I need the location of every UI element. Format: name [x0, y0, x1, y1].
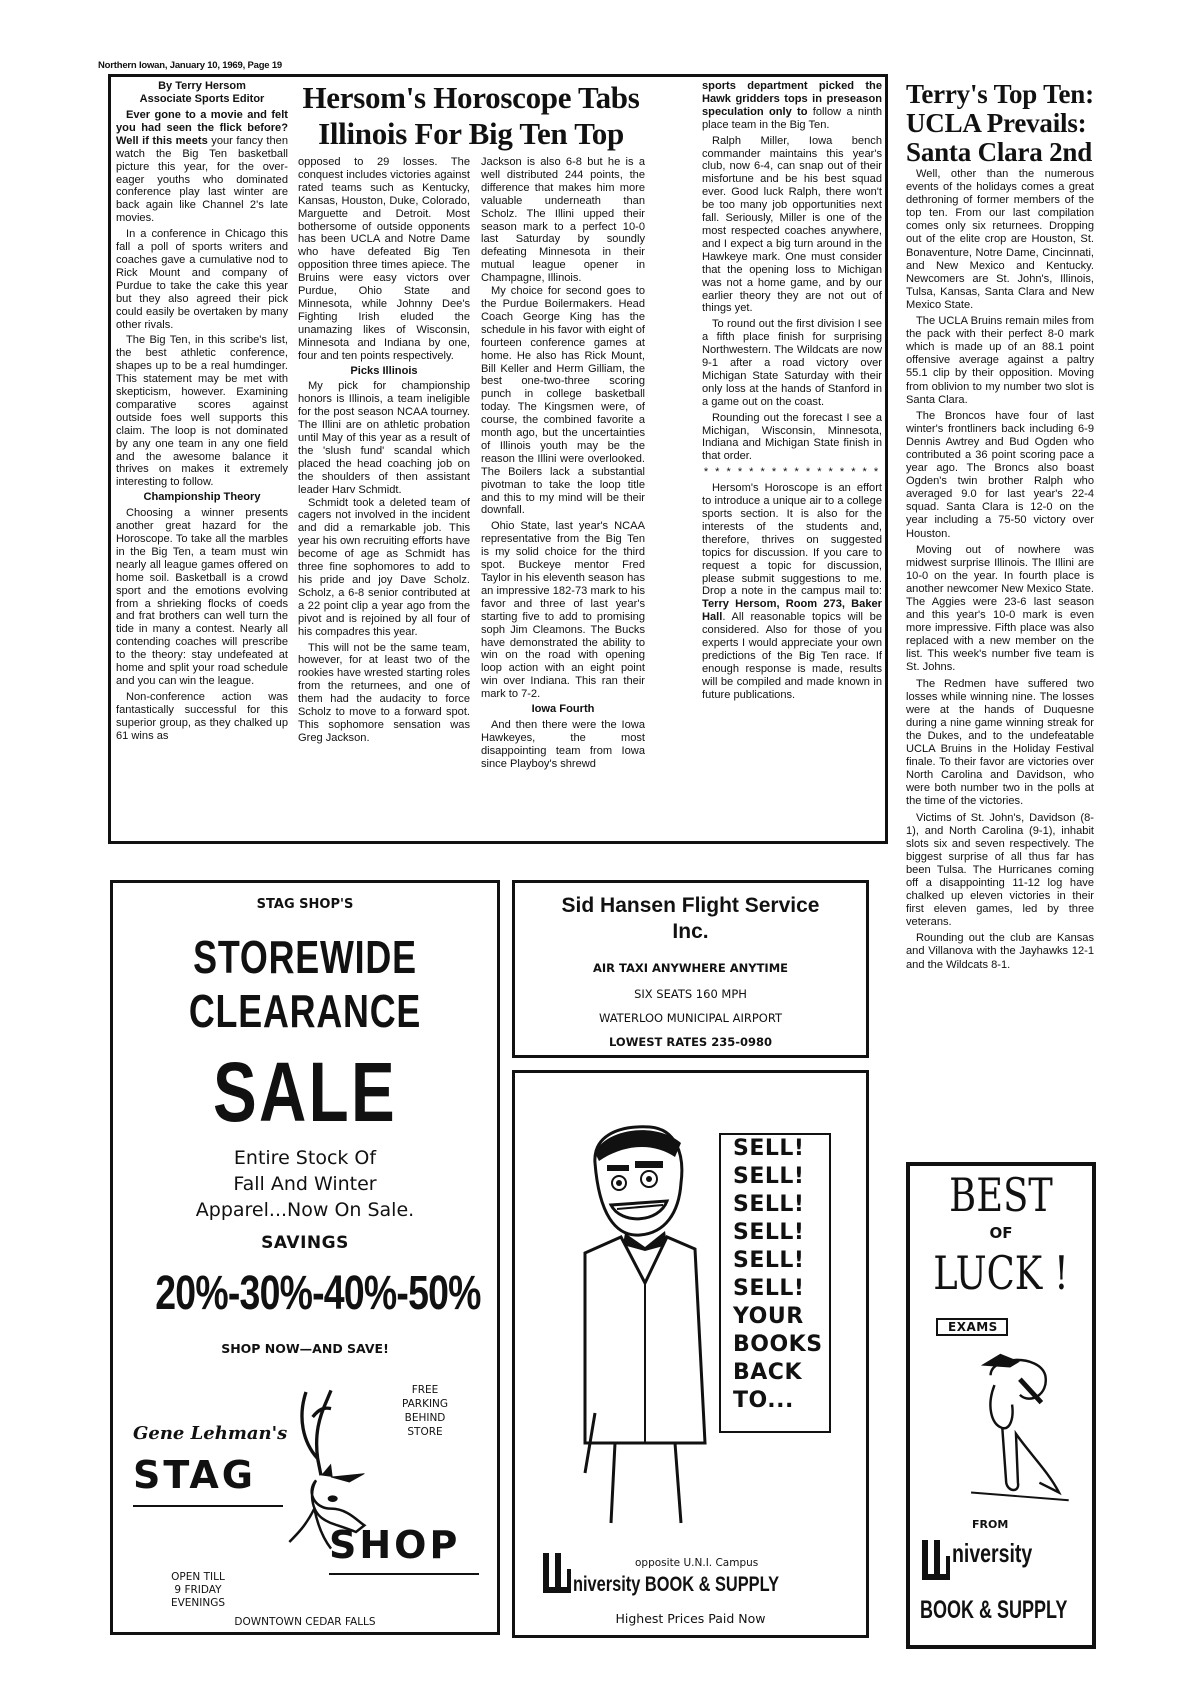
paragraph: Ohio State, last year's NCAA representative from the Big Ten is my solid choice for the third spot. Buckeye mentor Fred Taylor in his eleventh season has an impressive 182-73 mark to his favor and three of last year's starting five to add to promising soph Jim Cleamons. The Bucks have demonstrated the ability to win on the road with opening loop action with an eight point win over Indiana. This ran their mark to 7-2. — [481, 520, 645, 701]
paragraph: To round out the first division I see a fifth place finish for surprising Northwestern. The Wildcats are now 9-1 after a road victory over Michigan State Saturday with their only loss at the hands of Stanford in a game out on the coast. — [702, 318, 882, 408]
paragraph-text: . All reasonable topics will be considered. Also for those of you experts I would appreciate your own predictions of the Big Ten race. If enough response is made, results will be compiled and made known in future publications. — [702, 611, 882, 701]
lead-text: sports department picked the Hawk gridders tops in preseason speculation only to — [702, 80, 882, 118]
parking-line: BEHIND — [404, 1412, 446, 1424]
ad-headline-clearance: CLEARANCE — [188, 985, 422, 1037]
paragraph: The Redmen have suffered two losses while winning nine. The losses were at the hands of Duquesne during a nine game winning streak for the Dukes, and to the undefeatable UCLA Bruins in the Holiday Festival finale. To their favor are victories over North Carolina and Davidson, who were both number two in the polls at the time of the victories. — [906, 677, 1094, 808]
sign-line: SELL! — [733, 1220, 805, 1245]
paragraph — [116, 109, 288, 225]
sign-line: SELL! — [733, 1248, 805, 1273]
paragraph: Choosing a winner presents another great hazard for the Horoscope. To take all the marbles in the Big Ten, a team must win nearly all league games offered on home soil. Basketball is a crowd sport and the emotions evolving from a shrieking flocks of coeds and frat brothers can well turn the tide in many a contest. Nearly all contending coaches will prescribe to the theory: stay undefeated at home and split your road schedule and you can win the league. — [116, 507, 288, 687]
paragraph: This will not be the same team, however, for at least two of the rookies have wrested starting roles from the returnees, and one of them had the audacity to force Scholz to move to a forward spot. This sophomore sensation was Greg Jackson. — [298, 641, 470, 744]
stag-shop-ad — [110, 880, 500, 1635]
university-book-logo-icon — [920, 1538, 950, 1582]
ad-line: WATERLOO MUNICIPAL AIRPORT — [598, 1011, 783, 1025]
ad-discount-percents: 20%-30%-40%-50% — [155, 1267, 481, 1320]
headline-line-1: Hersom's Horoscope Tabs — [302, 80, 640, 115]
ad-line: AIR TAXI ANYWHERE ANYTIME — [592, 961, 789, 975]
paragraph: Schmidt took a deleted team of cagers not involved in the incident and did a remarkable job. This year his own recruiting efforts have become of age as Schmidt has three fine sophomores to add to his pride and joy Dave Scholz. Scholz, a 6-8 senior contributed at a 22 point clip a year ago from the pivot and is rejoined by all four of his compadres this year. — [298, 496, 470, 638]
parking-line: STORE — [407, 1426, 443, 1438]
headline-line-2: UCLA Prevails: — [906, 108, 1087, 138]
ad-phone-line: LOWEST RATES 235-0980 — [609, 1035, 772, 1049]
horoscope-headline — [296, 80, 646, 152]
headline-line-3: Santa Clara 2nd — [906, 137, 1093, 167]
parking-line: PARKING — [401, 1398, 449, 1410]
paragraph-text: Hersom's Horoscope is an effort to introduce a unique air to a college sports section. It is also for the interests of the students and, therefore, thrives on suggested topics for discussion. If you care to request a topic for discussion, please submit suggestions to me. Drop a note in the campus mail to: — [702, 482, 882, 598]
article-column-2 — [298, 156, 470, 838]
ad-business-name — [515, 893, 866, 945]
bookstore-ad — [512, 1070, 869, 1638]
logo-rule — [133, 1505, 283, 1507]
article-column-1 — [116, 80, 288, 838]
ad-headline-best: BEST — [949, 1168, 1053, 1222]
bookstore-name-line-2: BOOK & SUPPLY — [920, 1596, 1068, 1624]
business-name-line: Sid Hansen Flight Service — [561, 894, 820, 917]
ad-headline-sale: SALE — [212, 1045, 398, 1139]
logo-rule — [329, 1573, 479, 1575]
salesman-illustration — [555, 1113, 715, 1533]
subhead: Picks Illinois — [350, 364, 418, 377]
paragraph: Well, other than the numerous events of the holidays comes a great dethroning of former members of the top ten. From our last compilation comes only six returnees. Dropping out of the elite crop are Houston, St. Bonaventure, Notre Dame, Cincinnati, and New Mexico and Kentucky. Newcomers are St. John's, Illinois, Tulsa, Kansas, Santa Clara and New Mexico State. — [906, 168, 1094, 311]
byline-title: Associate Sports Editor — [139, 93, 265, 105]
ad-body — [113, 1145, 497, 1223]
mail-address: Terry Hersom, Room 273, Baker Hall — [702, 598, 882, 624]
bookstore-name: niversity BOOK & SUPPLY — [573, 1573, 780, 1596]
sign-line: BOOKS — [733, 1332, 823, 1357]
ad-savings-label: SAVINGS — [261, 1233, 349, 1253]
bookstore-name-line-1: niversity — [952, 1538, 1033, 1568]
article-column-3 — [481, 156, 645, 838]
paragraph: The Big Ten, in this scribe's list, the best athletic conference, shapes up to be a real humdinger. This statement may be met with skepticism, however. Examining comparative scores against outside foes well supports this claim. The loop is not dominated by any one team in any one field and the awesome balance it thrives on makes it extremely interesting to follow. — [116, 334, 288, 489]
parking-line: FREE — [411, 1384, 439, 1396]
section-divider-stars: * * * * * * * * * * * * * * * * — [703, 466, 881, 479]
byline — [116, 80, 288, 106]
byline-author: By Terry Hersom — [158, 80, 246, 92]
top-ten-article — [906, 168, 1094, 1158]
ad-headline-of: OF — [989, 1224, 1013, 1242]
ad-store-hours — [143, 1571, 253, 1610]
hours-line: 9 FRIDAY — [174, 1584, 222, 1596]
hours-line: EVENINGS — [170, 1597, 226, 1609]
hours-line: OPEN TILL — [171, 1571, 225, 1583]
headline-line-2: Illinois For Big Ten Top — [318, 116, 624, 151]
paragraph: Rounding out the club are Kansas and Villanova with the Jayhawks 12-1 and the Wildcats 8-1. — [906, 932, 1094, 971]
sign-line: YOUR — [733, 1304, 804, 1329]
paragraph — [702, 482, 882, 701]
ad-location: opposite U.N.I. Campus — [635, 1557, 759, 1569]
stag-shop-logo-shop: SHOP — [329, 1523, 461, 1567]
paragraph: Non-conference action was fantastically successful for this superior group, as they chalked up 61 wins as — [116, 690, 288, 742]
sell-sign — [719, 1133, 831, 1433]
ad-body-line: Apparel...Now On Sale. — [195, 1199, 415, 1221]
subhead: Championship Theory — [143, 491, 261, 504]
paragraph: And then there were the Iowa Hawkeyes, the most disappointing team from Iowa since Playboy's shrewd — [481, 718, 645, 770]
sign-line: SELL! — [733, 1136, 805, 1161]
paragraph: Rounding out the forecast I see a Michigan, Wisconsin, Minnesota, Indiana and Michigan State finish in that order. — [702, 411, 882, 463]
paragraph: Ralph Miller, Iowa bench commander maintains this year's club, now 6-4, can snap out of their misfortune and be his best squad ever. Good luck Ralph, there won't be too many job opportunities next fall. Seriously, Miller is one of the most respected coaches anywhere, and I expect a big turn around in the Hawkeye mark. One must consider that the opening loss to Michigan was not a home game, and by our earlier theory they are not out of things yet. — [702, 134, 882, 315]
paragraph: The UCLA Bruins remain miles from the pack with their perfect 8-0 mark which is made up of an 88.1 point offensive average against a paltry 55.1 clip by their opposition. Moving from oblivion to my number two slot is Santa Clara. — [906, 315, 1094, 406]
paragraph: In a conference in Chicago this fall a poll of sports writers and coaches gave a cumulative nod to Rick Mount and company of Purdue to take the cake this year but they also agreed their pick could easily be overtaken by many other rivals. — [116, 228, 288, 331]
ad-headline-luck: LUCK ! — [933, 1246, 1069, 1300]
ad-body-line: Entire Stock Of — [233, 1147, 377, 1169]
sign-line: SELL! — [733, 1164, 805, 1189]
best-of-luck-ad — [906, 1162, 1096, 1649]
paragraph: Moving out of nowhere was midwest surprise Illinois. The Illini are 10-0 on the year. In fourth place is another newcomer New Mexico State. The Aggies were 23-6 last season and this year's 10-0 mark is even more impressive. Fifth place was also replaced with a new member on the list. This week's number five team is St. Johns. — [906, 543, 1094, 674]
sign-line: SELL! — [733, 1276, 805, 1301]
subhead: Iowa Fourth — [531, 703, 595, 716]
article-column-4 — [702, 80, 882, 838]
ad-parking-note — [375, 1383, 475, 1439]
paragraph: Victims of St. John's, Davidson (8-1), and North Carolina (9-1), inhabit slots six and seven respectively. The biggest surprise of all thus far has been Tulsa. The Hurricanes coming off a disappointing 11-12 log have chalked up eleven victories in their first eleven games, led by three veterans. — [906, 811, 1094, 929]
ad-tagline: Highest Prices Paid Now — [615, 1611, 766, 1626]
university-book-logo-icon — [541, 1551, 571, 1595]
sign-line: SELL! — [733, 1192, 805, 1217]
ad-kicker: STAG SHOP'S — [256, 897, 354, 912]
student-cartoon-illustration — [950, 1346, 1080, 1512]
paragraph: Jackson is also 6-8 but he is a well distributed 244 points, the difference that makes him more valuable underneath than Scholz. The Illini upped their season mark to a perfect 10-0 last Saturday by soundly defeating Minnesota in their mutual league opener in Champagne, Illinois. — [481, 156, 645, 285]
paragraph: The Broncos have four of last winter's frontliners back including 6-9 Dennis Awtrey and Bud Ogden who contributed a 36 point scoring pace a year ago. The Broncs also boast Ogden's twin brother Ralph who averaged 9.0 for last year's 22-4 squad. Santa Clara is 12-0 on the year including a 75-50 victory over Houston. — [906, 409, 1094, 540]
ad-body-line: Fall And Winter — [233, 1173, 377, 1195]
ad-call-to-action: SHOP NOW—AND SAVE! — [221, 1341, 389, 1356]
paragraph: opposed to 29 losses. The conquest includes victories against rated teams such as Kentucky, Kansas, Houston, Duke, Colorado, Marguette and Detroit. Most bothersome of outside opponents has been UCLA and Notre Dame who have defeated Big Ten opposition three times apiece. The Bruins were easy victors over Purdue, Ohio State and Minnesota, while Johnny Dee's Fighting Irish eluded the unamazing likes of Wisconsin, Minnesota and Indiana by one, four and ten points respectively. — [298, 156, 470, 362]
paragraph-text: your fancy then watch the Big Ten basketball picture this year, for the over-eager youths who dominated conference play last winter are back again like Channel 2's late movies. — [116, 134, 288, 225]
flight-service-ad — [512, 880, 869, 1058]
exams-signpost: EXAMS — [936, 1318, 1008, 1336]
top-ten-headline — [906, 80, 1096, 167]
headline-line-1: Terry's Top Ten: — [906, 79, 1094, 109]
business-name-line: Inc. — [672, 920, 709, 943]
stag-shop-logo-stag: STAG — [133, 1453, 256, 1497]
ad-headline-storewide: STOREWIDE — [193, 931, 417, 983]
lead-text: Ever gone to a movie and felt you had seen the flick before? Well if this meets — [116, 109, 288, 147]
paragraph: My choice for second goes to the Purdue Boilermakers. Head Coach George King has the schedule in his favor with eight of fourteen conference games at home. He also has Rick Mount, Bill Keller and Herm Gilliam, the best one-two-three scoring punch in college basketball today. The Kingsmen were, of course, the combined favorite a month ago, but the uncertainties of Illinois youth may be the reason the Illini were overlooked. The Boilers lack a substantial pivotman to take the loop title and this to my mind will be their downfall. — [481, 285, 645, 517]
sign-line: TO... — [733, 1388, 794, 1413]
page-folio: Northern Iowan, January 10, 1969, Page 19 — [98, 60, 282, 71]
ad-line: SIX SEATS 160 MPH — [634, 987, 747, 1001]
sign-line: BACK — [733, 1360, 802, 1385]
stag-shop-script-name: Gene Lehman's — [133, 1423, 288, 1444]
ad-from-label: FROM — [972, 1518, 1009, 1531]
paragraph-text: follow a ninth place team in the Big Ten. — [702, 105, 882, 131]
paragraph — [702, 80, 882, 132]
ad-location: DOWNTOWN CEDAR FALLS — [234, 1616, 376, 1628]
paragraph: My pick for championship honors is Illinois, a team ineligible for the post season NCAA tourney. The Illini are on athletic probation until May of this year as a result of the 'slush fund' scandal which placed the head coaching job on the shoulders of then assistant leader Harv Schmidt. — [298, 380, 470, 496]
